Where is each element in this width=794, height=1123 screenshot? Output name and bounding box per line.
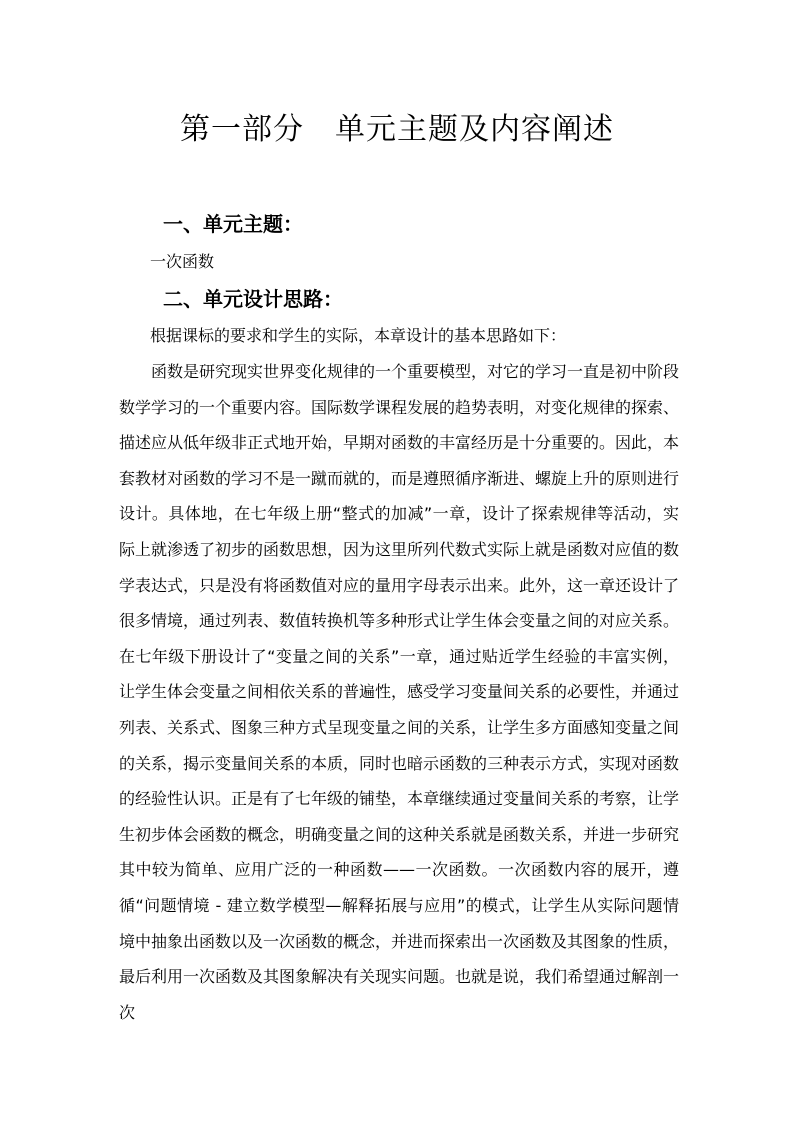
design-intro-text: 根据课标的要求和学生的实际，本章设计的基本思路如下： bbox=[150, 326, 567, 345]
page-title: 第一部分 单元主题及内容阐述 bbox=[180, 112, 614, 147]
design-paragraph: 函数是研究现实世界变化规律的一个重要模型，对它的学习一直是初中阶段数学学习的一个重要内容。国际数学课程发展的趋势表明，对变化规律的探索、描述应从低年级非正式地开始，早期对函数的丰富经历是十分重要的。因此，本套教材对函数的学习不是一蹴而就的，而是遵照循序渐进、螺旋上升的原则进行设计。具体地，在七年级上册“整式的加减”一章，设计了探索规律等活动，实际上就渗透了初步的函数思想，因为这里所列代数式实际上就是函数对应值的数学表达式，只是没有将函数值对应的量用字母表示出来。此外，这一章还设计了很多情境，通过列表、数值转换机等多种形式让学生体会变量之间的对应关系。在七年级下册设计了“变量之间的关系”一章，通过贴近学生经验的丰富实例，让学生体会变量之间相依关系的普遍性，感受学习变量间关系的必要性，并通过列表、关系式、图象三种方式呈现变量之间的关系，让学生多方面感知变量之间的关系，揭示变量间关系的本质，同时也暗示函数的三种表示方式，实现对函数的经验性认识。正是有了七年级的铺垫，本章继续通过变量间关系的考察，让学生初步体会函数的概念，明确变量之间的这种关系就是函数关系，并进一步研究其中较为简单、应用广泛的一种函数——一次函数。一次函数内容的展开，遵循“问题情境 - 建立数学模型—解释拓展与应用”的模式，让学生从实际问题情境中抽象出函数以及一次函数的概念，并进而探索出一次函数及其图象的性质，最后利用一次函数及其图象解决有关现实问题。也就是说，我们希望通过解剖一次 bbox=[119, 362, 680, 1022]
design-body bbox=[119, 354, 679, 1030]
section-heading-design-ideas: 二、单元设计思路： bbox=[163, 287, 343, 311]
section-heading-unit-theme: 一、单元主题： bbox=[163, 212, 303, 236]
unit-theme-content: 一次函数 bbox=[150, 252, 215, 271]
